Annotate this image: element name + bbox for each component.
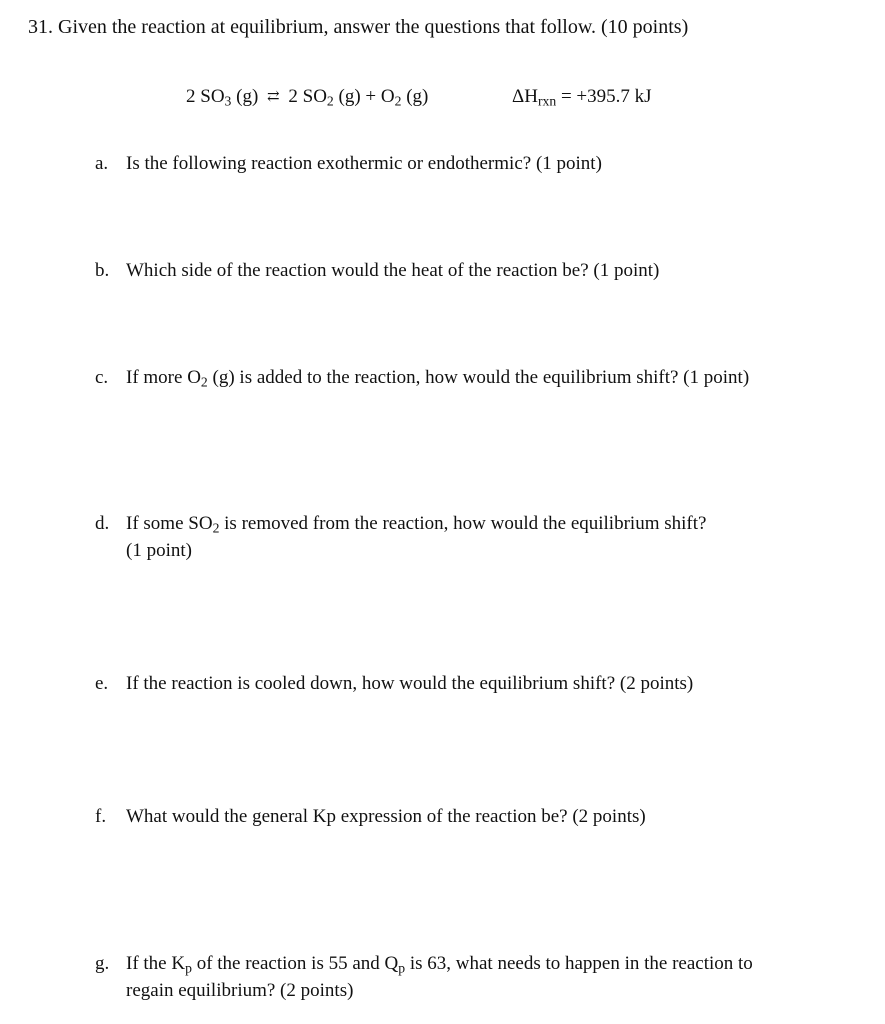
question-letter: d. bbox=[95, 513, 110, 534]
question-letter: a. bbox=[95, 153, 109, 174]
question-subscript: 2 bbox=[212, 520, 220, 536]
question-text-part: of the reaction is 55 and Q bbox=[191, 953, 399, 974]
problem-heading: 31. Given the reaction at equilibrium, answer the questions that follow. (10 points) bbox=[28, 16, 689, 38]
question-subscript: 2 bbox=[200, 374, 208, 390]
question-text-part: If more O bbox=[126, 367, 201, 388]
reactant-state: (g) bbox=[231, 86, 259, 107]
question-text: What would the general Kp expression of the reaction be? (2 points) bbox=[126, 806, 646, 827]
question-letter: f. bbox=[95, 806, 107, 827]
question-subscript: p bbox=[398, 960, 406, 976]
question-text-part: (g) is added to the reaction, how would the equilibrium shift? (1 point) bbox=[207, 367, 750, 388]
question-text-part: is 63, what needs to happen in the reaction to bbox=[405, 953, 753, 974]
product1-formula: 2 SO bbox=[288, 86, 327, 107]
enthalpy-value bbox=[512, 86, 652, 108]
question-text-line2: (1 point) bbox=[126, 540, 192, 561]
question-text bbox=[126, 364, 861, 391]
reactant-formula: 2 SO bbox=[186, 86, 225, 107]
question-text bbox=[126, 510, 861, 564]
question-letter: e. bbox=[95, 673, 109, 694]
question-letter: b. bbox=[95, 260, 110, 281]
question-text: Which side of the reaction would the heat of the reaction be? (1 point) bbox=[126, 260, 660, 281]
question-text bbox=[126, 950, 861, 1004]
question-text-part: If some SO bbox=[126, 513, 213, 534]
question-subscript: p bbox=[185, 960, 192, 976]
product1-subscript: 2 bbox=[326, 93, 334, 109]
enthalpy-subscript: rxn bbox=[537, 93, 557, 109]
reaction-equation bbox=[186, 86, 428, 108]
question-letter: c. bbox=[95, 367, 109, 388]
product2-state: (g) bbox=[401, 86, 429, 107]
question-text-part: is removed from the reaction, how would the equilibrium shift? bbox=[219, 513, 707, 534]
enthalpy-symbol: ΔH bbox=[512, 86, 538, 107]
product1-state: (g) + O bbox=[333, 86, 395, 107]
question-letter: g. bbox=[95, 953, 110, 974]
question-text-part: If the K bbox=[126, 953, 186, 974]
question-text: Is the following reaction exothermic or endothermic? (1 point) bbox=[126, 153, 602, 174]
question-text-line2: regain equilibrium? (2 points) bbox=[126, 980, 354, 1001]
enthalpy-number: = +395.7 kJ bbox=[556, 86, 652, 107]
reactant-subscript: 3 bbox=[224, 93, 232, 109]
equilibrium-arrow-icon: ⇄ bbox=[267, 89, 280, 105]
question-text: If the reaction is cooled down, how would the equilibrium shift? (2 points) bbox=[126, 673, 694, 694]
product2-subscript: 2 bbox=[394, 93, 402, 109]
